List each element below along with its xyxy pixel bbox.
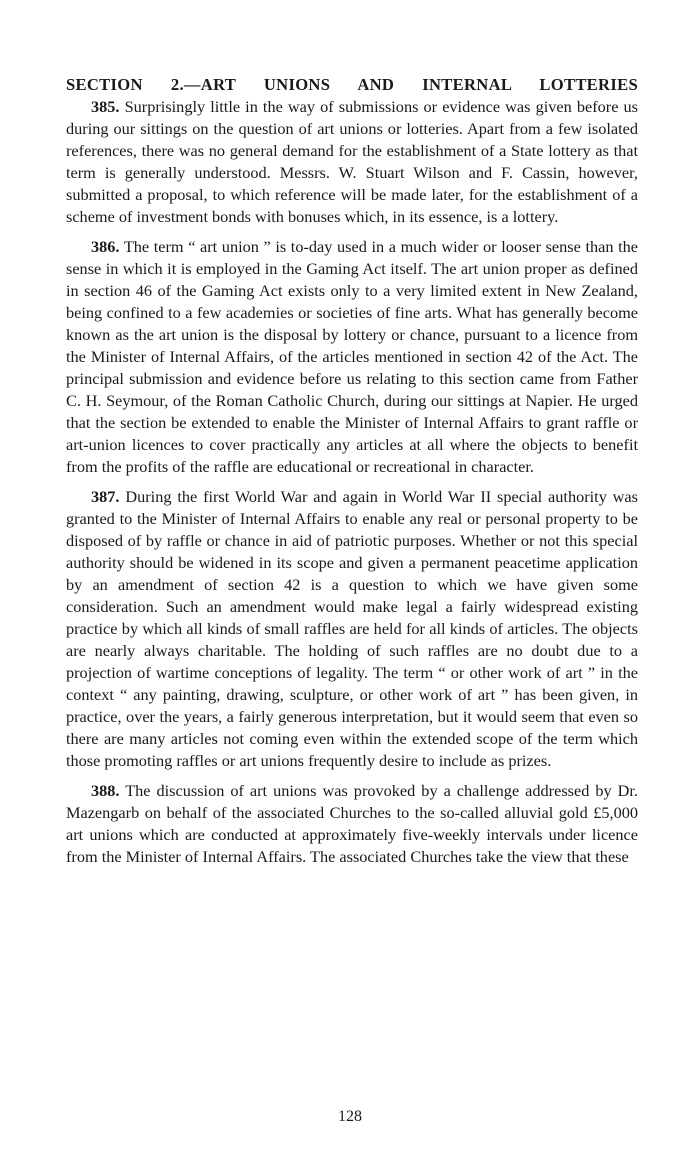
paragraph-text: The discussion of art unions was provoked by a challenge addressed by Dr. Mazengarb on behalf of the associated Churches to the so-called alluvial gold £5,000 art unions which are conducted at approximately five-weekly intervals under licence from the Minister of Internal Affairs. The associated Churches take the view that these [66, 781, 638, 866]
paragraph-text: During the first World War and again in World War II special authority was granted to the Minister of Internal Affairs to enable any real or personal property to be disposed of by raffle or chance in aid of patriotic purposes. Whether or not this special authority should be widened in its scope and given a permanent peacetime application by an amendment of section 42 is a question to which we have given some consideration. Such an amendment would make legal a fairly widespread existing practice by which all kinds of small raffles are held for all kinds of articles. The objects are nearly always charitable. The holding of such raffles are no doubt due to a projection of wartime conceptions of legality. The term “ or other work of art ” in the context “ any painting, drawing, sculpture, or other work of art ” has been given, in practice, over the years, a fairly generous interpretation, but it would seem that even so there are many articles not coming even within the extended scope of the term which those promoting raffles or art unions frequently desire to include as prizes. [66, 487, 638, 770]
paragraph-text: The term “ art union ” is to-day used in a much wider or looser sense than the sense in which it is employed in the Gaming Act itself. The art union proper as defined in section 46 of the Gaming Act exists only to a very limited extent in New Zealand, being confined to a few academies or societies of fine arts. What has generally become known as the art union is the disposal by lottery or chance, pursuant to a licence from the Minister of Internal Affairs, of the articles mentioned in section 42 of the Act. The principal submission and evidence before us relating to this section came from Father C. H. Seymour, of the Roman Catholic Church, during our sittings at Napier. He urged that the section be extended to enable the Minister of Internal Affairs to grant raffle or art-union licences to cover practically any articles at all where the objects to benefit from the profits of the raffle are educational or recreational in character. [66, 237, 638, 476]
document-page [66, 74, 638, 876]
section-heading: SECTION 2.—ART UNIONS AND INTERNAL LOTTERIES [66, 75, 638, 94]
paragraph-386 [66, 236, 638, 478]
paragraph-number: 385. [91, 97, 120, 116]
paragraph-number: 386. [91, 237, 120, 256]
paragraph-text: Surprisingly little in the way of submissions or evidence was given before us during our sittings on the question of art unions or lotteries. Apart from a few isolated references, there was no general demand for the establishment of a State lottery as that term is generally understood. Messrs. W. Stuart Wilson and F. Cassin, however, submitted a proposal, to which reference will be made later, for the establishment of a scheme of investment bonds with bonuses which, in its essence, is a lottery. [66, 97, 638, 226]
page-number: 128 [338, 1108, 362, 1125]
paragraph-number: 387. [91, 487, 120, 506]
paragraph-388 [66, 780, 638, 868]
paragraph-387 [66, 486, 638, 772]
paragraph-385 [66, 96, 638, 228]
paragraph-number: 388. [91, 781, 120, 800]
